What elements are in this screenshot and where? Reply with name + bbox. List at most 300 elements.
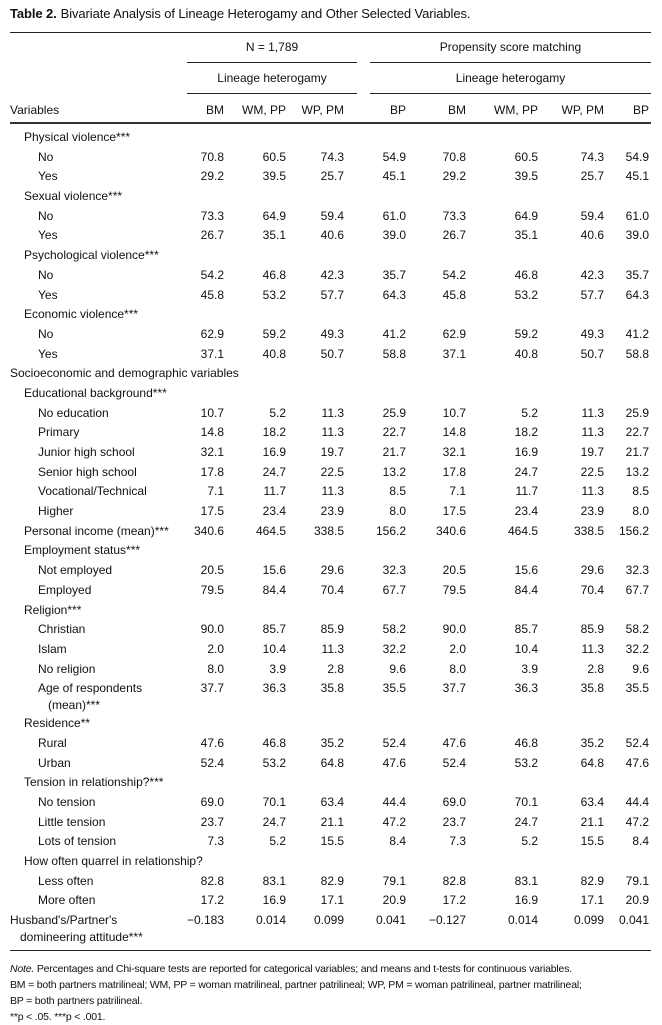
cell-value: 44.4 [625,795,649,809]
cell-value: 7.3 [207,834,224,849]
table-row [10,640,651,660]
row-label: More often [38,893,96,908]
cell-value: 9.6 [632,661,649,676]
table-row [10,891,651,911]
table-row [10,226,651,246]
cell-value: 47.6 [382,755,406,770]
cell-value: 39.5 [262,169,286,184]
cell-value: 82.8 [200,873,224,888]
cell-value: 17.5 [442,504,466,519]
table-row [10,305,651,325]
cell-value: 156.2 [618,523,649,538]
row-label: Age of respondents (mean)*** [38,681,143,713]
note-line-1 [10,961,655,977]
cell-value: 69.0 [200,795,224,809]
row-label: No [38,208,54,223]
table-row [10,482,651,502]
cell-value: 70.1 [262,795,286,809]
cell-value: 7.1 [207,484,224,499]
cell-value: 14.8 [200,425,224,440]
table-row [10,187,651,207]
table-row [10,423,651,443]
cell-value: 85.9 [320,622,344,637]
cell-value: 46.8 [514,735,538,750]
cell-value: 464.5 [255,523,286,538]
cell-value: 14.8 [442,425,466,440]
cell-value: 82.9 [580,873,604,888]
cell-value: 59.2 [514,326,538,341]
cell-value: 24.7 [262,814,286,829]
cell-value: 15.6 [262,563,286,578]
cell-value: 37.7 [200,681,224,696]
cell-value: 35.5 [625,681,649,696]
sub1-rule [187,93,357,94]
table-notes [10,961,655,1025]
sub2-rule [370,93,651,94]
row-label: Husband's/Partner's domineering attitude*** [10,913,143,945]
column-header: BP [389,103,406,117]
cell-value: 23.9 [320,504,344,519]
row-label: Islam [38,641,67,656]
row-label: Yes [38,228,58,243]
cell-value: 0.014 [507,913,538,928]
column-header: WM, PP [242,103,286,117]
cell-value: 10.7 [200,405,224,420]
table-row [10,793,651,813]
table-row [10,384,651,404]
table-row [10,714,651,734]
cell-value: 11.3 [321,641,344,656]
cell-value: 17.5 [200,504,224,519]
cell-value: 11.3 [581,425,604,440]
row-label: Higher [38,504,74,519]
row-label: Yes [38,169,58,184]
row-label: Less often [38,873,94,888]
cell-value: 11.3 [321,425,344,440]
cell-value: 44.4 [382,795,406,809]
cell-value: 59.4 [580,208,604,223]
cell-value: 24.7 [514,814,538,829]
cell-value: 17.2 [442,893,466,908]
cell-value: 22.5 [580,464,604,479]
row-label: Junior high school [38,445,135,459]
cell-value: 90.0 [200,622,224,637]
cell-value: 39.0 [625,228,649,243]
table-row [10,911,651,946]
cell-value: 20.9 [382,893,406,908]
cell-value: 73.3 [442,208,466,223]
cell-value: 84.4 [514,582,538,597]
cell-value: 46.8 [262,735,286,750]
cell-value: 39.0 [382,228,406,243]
cell-value: 11.3 [321,405,344,420]
cell-value: 22.7 [625,425,649,440]
cell-value: 23.4 [262,504,286,519]
table-body [10,128,651,946]
cell-value: 70.8 [442,149,466,164]
cell-value: 90.0 [442,622,466,637]
cell-value: 60.5 [262,149,286,164]
cell-value: 35.1 [262,228,286,243]
cell-value: 46.8 [514,267,538,282]
table-title [10,6,470,21]
cell-value: 338.5 [573,523,604,538]
cell-value: 59.2 [262,326,286,341]
column-header: BP [632,103,649,117]
table-row [10,561,651,581]
cell-value: 53.2 [262,755,286,770]
row-label: Christian [38,622,86,637]
row-label: Vocational/Technical [38,484,147,499]
cell-value: 54.9 [382,149,406,164]
cell-value: 35.1 [514,228,538,243]
cell-value: 41.2 [382,326,406,341]
cell-value: 73.3 [200,208,224,223]
cell-value: 79.1 [382,873,406,888]
cell-value: 57.7 [580,287,604,302]
table-row [10,463,651,483]
cell-value: 10.4 [262,641,286,656]
cell-value: 40.6 [320,228,344,243]
cell-value: 52.4 [200,755,224,770]
cell-value: 16.9 [514,893,538,908]
cell-value: 16.9 [262,445,286,459]
cell-value: 39.5 [514,169,538,184]
cell-value: 9.6 [389,661,406,676]
table-row [10,660,651,680]
row-label: Rural [38,735,67,750]
cell-value: 58.8 [625,346,649,361]
cell-value: 85.7 [514,622,538,637]
table-row [10,325,651,345]
table-caption: Bivariate Analysis of Lineage Heterogamy and Other Selected Variables. [60,6,471,21]
section-label: How often quarrel in relationship? [24,854,203,869]
cell-value: 338.5 [313,523,344,538]
cell-value: 63.4 [580,795,604,809]
cell-value: 15.6 [514,563,538,578]
bottom-rule [10,950,651,951]
cell-value: 70.8 [200,149,224,164]
cell-value: 16.9 [262,893,286,908]
cell-value: 10.4 [514,641,538,656]
cell-value: 10.7 [442,405,466,420]
row-label: No education [38,405,109,420]
cell-value: 18.2 [262,425,286,440]
table-row [10,679,651,714]
cell-value: 11.3 [581,641,604,656]
cell-value: 25.9 [625,405,649,420]
section-label: Residence** [24,716,91,731]
cell-value: 0.099 [573,913,604,928]
cell-value: 82.9 [320,873,344,888]
cell-value: 16.9 [514,445,538,459]
cell-value: 22.5 [320,464,344,479]
cell-value: 58.2 [625,622,649,637]
section-label: Sexual violence*** [24,189,123,204]
cell-value: 23.7 [442,814,466,829]
cell-value: 41.2 [625,326,649,341]
table-row [10,128,651,148]
note-line-2: BM = both partners matrilineal; WM, PP = woman matrilineal, partner patrilineal; WP, PM = woman patrilineal, partner matrilineal; [10,979,582,991]
cell-value: 8.0 [632,504,649,519]
cell-value: 24.7 [262,464,286,479]
table-row [10,167,651,187]
section-label: Religion*** [24,602,82,617]
cell-value: 57.7 [320,287,344,302]
cell-value: 79.5 [200,582,224,597]
cell-value: 50.7 [320,346,344,361]
column-header-row [10,98,651,122]
cell-value: 19.7 [320,445,344,459]
cell-value: 58.2 [382,622,406,637]
subheader-lineage-2: Lineage heterogamy [455,71,566,85]
cell-value: 37.1 [200,346,224,361]
cell-value: 53.2 [514,287,538,302]
cell-value: 83.1 [262,873,286,888]
cell-value: 17.8 [442,464,466,479]
cell-value: 20.9 [625,893,649,908]
cell-value: 54.2 [200,267,224,282]
cell-value: 19.7 [580,445,604,459]
cell-value: 20.5 [442,563,466,578]
cell-value: 35.5 [382,681,406,696]
cell-value: 17.8 [200,464,224,479]
cell-value: 45.8 [442,287,466,302]
table-row [10,522,651,542]
cell-value: 11.3 [321,484,344,499]
column-header: BM [206,103,224,117]
cell-value: 37.7 [442,681,466,696]
cell-value: 32.2 [625,641,649,656]
cell-value: −0.183 [186,913,224,928]
cell-value: 37.1 [442,346,466,361]
table-row [10,832,651,852]
cell-value: 32.3 [625,563,649,578]
cell-value: 29.6 [320,563,344,578]
cell-value: 53.2 [514,755,538,770]
cell-value: 11.3 [581,484,604,499]
table-row [10,541,651,561]
cell-value: 3.9 [269,661,286,676]
group-header-psm: Propensity score matching [439,40,582,54]
cell-value: 35.8 [580,681,604,696]
cell-value: 70.4 [320,582,344,597]
cell-value: 23.7 [200,814,224,829]
cell-value: 36.3 [514,681,538,696]
table-row [10,754,651,774]
top-rule [10,32,651,33]
table-number: Table 2. [10,6,57,21]
data-table [10,98,651,946]
cell-value: 8.5 [632,484,649,499]
cell-value: 59.4 [320,208,344,223]
cell-value: 5.2 [269,834,286,849]
cell-value: 0.041 [618,913,649,928]
table-row [10,246,651,266]
cell-value: 47.6 [625,755,649,770]
cell-value: 64.8 [580,755,604,770]
cell-value: 49.3 [580,326,604,341]
group-header-full-sample: N = 1,789 [245,40,299,54]
cell-value: 7.3 [449,834,466,849]
row-label: No [38,149,54,164]
cell-value: 2.8 [327,661,344,676]
cell-value: 58.8 [382,346,406,361]
column-header: WP, PM [301,103,344,117]
cell-value: 24.7 [514,464,538,479]
cell-value: 35.2 [320,735,344,750]
cell-value: 5.2 [269,405,286,420]
table-row [10,443,651,463]
row-label: Yes [38,287,58,302]
cell-value: 8.4 [389,834,406,849]
cell-value: 49.3 [320,326,344,341]
cell-value: 26.7 [200,228,224,243]
cell-value: 64.9 [262,208,286,223]
note-line-4: **p < .05. ***p < .001. [10,1011,106,1023]
cell-value: 35.2 [580,735,604,750]
row-label: Yes [38,346,58,361]
cell-value: 35.8 [320,681,344,696]
cell-value: 74.3 [320,149,344,164]
table-row [10,852,651,872]
cell-value: 17.1 [320,893,344,908]
cell-value: 3.9 [521,661,538,676]
cell-value: 29.2 [442,169,466,184]
section-label: Psychological violence*** [24,248,159,263]
table-row [10,364,651,384]
column-header: WM, PP [494,103,538,117]
cell-value: 20.5 [200,563,224,578]
cell-value: 52.4 [442,755,466,770]
cell-value: 23.9 [580,504,604,519]
cell-value: 2.8 [587,661,604,676]
note-text: Percentages and Chi-square tests are reported for categorical variables; and means and t-tests for continuous variables. [36,963,572,975]
cell-value: 79.5 [442,582,466,597]
cell-value: 64.3 [382,287,406,302]
section-label: Educational background*** [24,385,167,400]
cell-value: 32.1 [442,445,466,459]
cell-value: 62.9 [442,326,466,341]
cell-value: 21.7 [382,445,406,459]
cell-value: 47.6 [442,735,466,750]
cell-value: 85.7 [262,622,286,637]
cell-value: 21.1 [320,814,344,829]
row-label: No [38,267,54,282]
cell-value: 29.6 [580,563,604,578]
cell-value: 60.5 [514,149,538,164]
section-label: Employment status*** [24,543,141,558]
row-label: Lots of tension [38,834,117,849]
table-row [10,266,651,286]
cell-value: 64.8 [320,755,344,770]
cell-value: 0.099 [313,913,344,928]
section-label: Tension in relationship?*** [24,775,164,790]
cell-value: 15.5 [320,834,344,849]
cell-value: 35.7 [625,267,649,282]
cell-value: 40.6 [580,228,604,243]
cell-value: 0.014 [255,913,286,928]
cell-value: 53.2 [262,287,286,302]
table-row [10,620,651,640]
cell-value: 50.7 [580,346,604,361]
cell-value: 62.9 [200,326,224,341]
column-header: WP, PM [561,103,604,117]
cell-value: 23.4 [514,504,538,519]
cell-value: 25.7 [320,169,344,184]
cell-value: 8.4 [632,834,649,849]
table-row [10,404,651,424]
cell-value: 32.3 [382,563,406,578]
row-label: Little tension [38,814,106,829]
cell-value: 54.9 [625,149,649,164]
cell-value: 21.7 [625,445,649,459]
cell-value: 46.8 [262,267,286,282]
cell-value: 21.1 [580,814,604,829]
row-label: No tension [38,795,96,809]
cell-value: 36.3 [262,681,286,696]
cell-value: 47.2 [625,814,649,829]
cell-value: 84.4 [262,582,286,597]
cell-value: 40.8 [262,346,286,361]
column-header-variables: Variables [10,103,60,117]
cell-value: 63.4 [320,795,344,809]
cell-value: 340.6 [193,523,224,538]
cell-value: 2.0 [449,641,466,656]
cell-value: 11.7 [263,484,286,499]
cell-value: 69.0 [442,795,466,809]
table-row [10,872,651,892]
table-row [10,286,651,306]
cell-value: 17.1 [580,893,604,908]
cell-value: 464.5 [507,523,538,538]
cell-value: 26.7 [442,228,466,243]
cell-value: 22.7 [382,425,406,440]
cell-value: 35.7 [382,267,406,282]
cell-value: 5.2 [521,834,538,849]
cell-value: 156.2 [375,523,406,538]
row-label: No religion [38,661,96,676]
table-row [10,813,651,833]
cell-value: −0.127 [428,913,466,928]
cell-value: 70.4 [580,582,604,597]
cell-value: 61.0 [382,208,406,223]
cell-value: 32.2 [382,641,406,656]
cell-value: 11.3 [581,405,604,420]
table-row [10,148,651,168]
cell-value: 64.3 [625,287,649,302]
cell-value: 8.0 [449,661,466,676]
cell-value: 45.8 [200,287,224,302]
cell-value: 67.7 [382,582,406,597]
cell-value: 67.7 [625,582,649,597]
row-label: Not employed [38,563,113,578]
row-label: No [38,326,54,341]
cell-value: 0.041 [375,913,406,928]
cell-value: 340.6 [435,523,466,538]
cell-value: 61.0 [625,208,649,223]
table-row [10,581,651,601]
cell-value: 42.3 [580,267,604,282]
cell-value: 18.2 [514,425,538,440]
table-row [10,345,651,365]
cell-value: 13.2 [382,464,406,479]
note-line-3: BP = both partners patrilineal. [10,995,143,1007]
table-row [10,601,651,621]
cell-value: 64.9 [514,208,538,223]
cell-value: 17.2 [200,893,224,908]
cell-value: 47.2 [382,814,406,829]
